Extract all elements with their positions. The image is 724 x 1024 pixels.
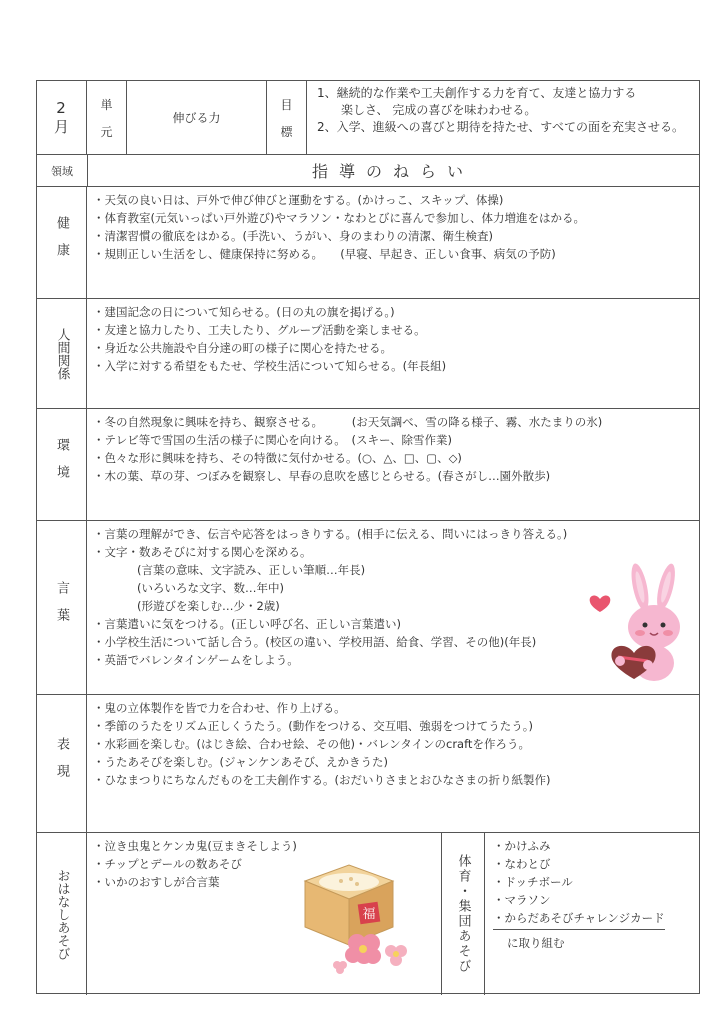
list-item: ・ 色々な形に興味を持ち、その特徴に気付かせる。(○、△、□、▢、◇): [93, 449, 693, 467]
section-health: [37, 187, 699, 299]
section-label-cell: [37, 299, 87, 408]
section-expression: [37, 695, 699, 833]
sub-item: (形遊びを楽しむ…少・2歳): [137, 599, 280, 613]
goal-line: 楽しさ、 完成の喜びを味わわせる。: [317, 103, 537, 117]
list-item: ・ 清潔習慣の徹底をはかる。(手洗い、うがい、身のまわりの清潔、衛生検査): [93, 227, 693, 245]
month-label: 2月: [52, 99, 70, 136]
unit-label-cell: [87, 81, 127, 154]
list-item: ・ 文字・数あそびに対する関心を深める。: [93, 543, 693, 561]
goal-label-cell: [267, 81, 307, 154]
plum-flower-icon: [333, 961, 347, 974]
unit-label-1: 単: [100, 97, 113, 112]
small-heart-icon: [590, 595, 611, 612]
section-environment: [37, 409, 699, 521]
heading-row: [37, 155, 699, 187]
list-item: ・ からだあそびチャレンジカード: [493, 909, 665, 930]
list-item: ・ 季節のうたをリズム正しくうたう。(動作をつける、交互唱、強弱をつけてうたう。): [93, 717, 693, 735]
list-item: ・ 木の葉、草の芽、つぼみを観察し、早春の息吹を感じとらせる。(春さがし…園外散歩): [93, 467, 693, 485]
list-item: ・ 天気の良い日は、戸外で伸び伸びと運動をする。(かけっこ、スキップ、体操): [93, 191, 693, 209]
section-label: 人間関係: [54, 327, 70, 380]
section-label-cell: [37, 695, 87, 832]
section-content: [93, 413, 693, 485]
section-relations: [37, 299, 699, 409]
list-item: ・ マラソン: [493, 891, 693, 909]
list-item: ・ うたあそびを楽しむ。(ジャンケンあそび、えかきうた): [93, 753, 693, 771]
masu-fuku-character: 福: [362, 907, 376, 922]
goal-label-2: 標: [280, 124, 293, 139]
pe-content: [493, 837, 693, 952]
section-stories-pe: [37, 833, 699, 995]
section-label: 環境: [54, 437, 69, 492]
list-item: ・ 言葉の理解ができ、伝言や応答をはっきりする。(相手に伝える、問いにはっきり答える。): [93, 525, 693, 543]
list-item: ・ 英語でバレンタインゲームをしよう。: [93, 651, 693, 669]
section-content: [93, 699, 693, 789]
list-item: ・ 鬼の立体製作を皆で力を合わせ、作り上げる。: [93, 699, 693, 717]
header-row: [37, 81, 699, 155]
unit-name-cell: [127, 81, 267, 154]
goals-text: [317, 85, 693, 136]
list-item: ・ テレビ等で雪国の生活の様子に関心を向ける。 (スキー、除雪作業): [93, 431, 693, 449]
section-language: [37, 521, 699, 695]
list-item: ・ なわとび: [493, 855, 693, 873]
section-label: 言葉: [54, 580, 69, 635]
plum-flower-icon: [385, 945, 407, 966]
list-item: ・ 身近な公共施設や自分達の町の様子に関心を持たせる。: [93, 339, 693, 357]
sub-item: (いろいろな文字、数…年中): [137, 581, 284, 595]
goal-line: 2、入学、進級への喜びと期待を持たせ、すべての面を充実させる。: [317, 120, 685, 134]
section-label: 表現: [54, 736, 69, 791]
section-label: 健康: [54, 215, 69, 270]
list-item: ・ いかのおすしが合言葉: [93, 873, 423, 891]
list-item: ・ ドッチボール: [493, 873, 693, 891]
list-item: ・ チップとデールの数あそび: [93, 855, 423, 873]
sub-item: (言葉の意味、文字読み、正しい筆順…年長): [137, 563, 366, 577]
guidance-title: 指導のねらい: [311, 162, 474, 181]
masu-box-illustration: [295, 859, 415, 975]
section-label-cell: [37, 833, 87, 995]
section-content: [93, 303, 693, 375]
list-item: ・ ひなまつりにちなんだものを工夫創作する。(おだいりさまとおひなさまの折り紙製作): [93, 771, 693, 789]
month-cell: [37, 81, 87, 154]
section-label: おはなしあそび: [54, 868, 70, 960]
section-label-cell: [37, 187, 87, 298]
list-item: ・ 体育教室(元気いっぱい戸外遊び)やマラソン・なわとびに喜んで参加し、体力増進をはかる。: [93, 209, 693, 227]
monthly-plan-sheet: [36, 80, 700, 994]
list-item: ・ 言葉遣いに気をつける。(正しい呼び名、正しい言葉遣い): [93, 615, 693, 633]
list-item: ・ 冬の自然現象に興味を持ち、観察させる。 (お天気調べ、雪の降る様子、霧、水たまりの氷): [93, 413, 693, 431]
section-label-cell: [37, 409, 87, 520]
plum-flower-icon: [345, 934, 381, 964]
list-item: ・ 入学に対する希望をもたせ、学校生活について知らせる。(年長組): [93, 357, 693, 375]
section-content: [93, 191, 693, 263]
goal-line: 1、継続的な作業や工夫創作する力を育て、友達と協力する: [317, 86, 637, 100]
section-label-cell: [37, 521, 87, 694]
pe-label-cell: [441, 833, 485, 995]
domain-label: 領域: [37, 155, 88, 186]
list-item: ・ 泣き虫鬼とケンカ鬼(豆まきそしよう): [93, 837, 423, 855]
list-item: ・ 友達と協力したり、工夫したり、グループ活動を楽しませる。: [93, 321, 693, 339]
unit-name: 伸びる力: [172, 111, 221, 125]
pe-trailing: に取り組む: [507, 936, 565, 950]
list-item: ・ 小学校生活について話し合う。(校区の違い、学校用語、給食、学習、その他)(年長): [93, 633, 693, 651]
list-item: ・ 規則正しい生活をし、健康保持に努める。 (早寝、早起き、正しい食事、病気の予防): [93, 245, 693, 263]
list-item: ・ 水彩画を楽しむ。(はじき絵、合わせ絵、その他)・バレンタインのcraftを作ろう。: [93, 735, 693, 753]
bunny-heart-illustration: [582, 557, 692, 687]
goal-label-1: 目: [280, 97, 293, 112]
unit-label-2: 元: [100, 124, 113, 139]
list-item: ・ 建国記念の日について知らせる。(日の丸の旗を掲げる。): [93, 303, 693, 321]
list-item: ・ かけふみ: [493, 837, 693, 855]
pe-label: 体育・集団あそび: [455, 854, 471, 974]
